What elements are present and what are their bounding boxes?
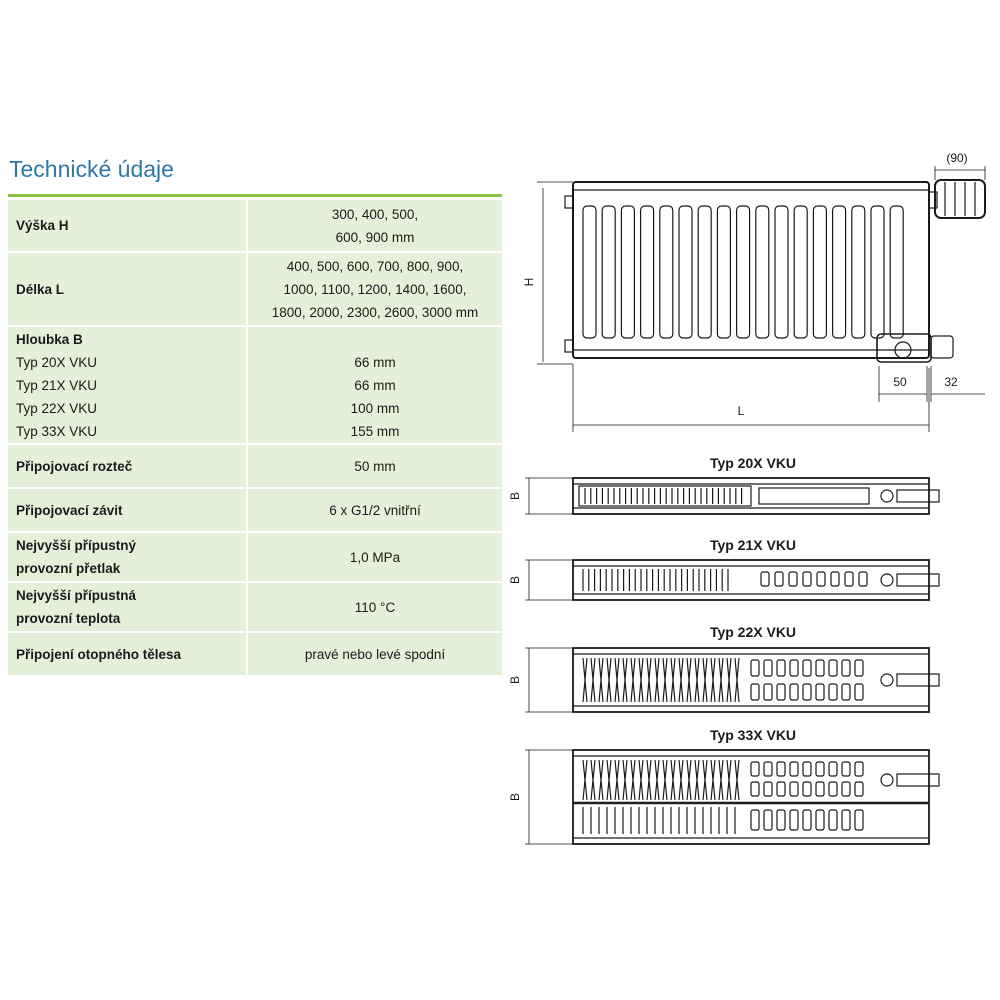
- section-20-fitting: [881, 490, 893, 502]
- length-value: [247, 252, 502, 326]
- section-22-channel: [751, 684, 759, 700]
- height-label: Výška H: [8, 200, 247, 252]
- section-33-dim-label: B: [508, 792, 522, 802]
- section-33-fitting: [881, 774, 893, 786]
- dim-50-label: 50: [893, 375, 907, 389]
- section-21-channel: [859, 572, 867, 586]
- spacing-label: Připojovací rozteč: [8, 444, 247, 488]
- section-20-title: Typ 20X VKU: [709, 455, 797, 471]
- technical-drawings: [505, 140, 995, 870]
- depth-spacer: [256, 328, 494, 351]
- depth-value: 66 mm: [354, 354, 396, 370]
- section-33-channel: [816, 810, 824, 830]
- section-33-channel: [764, 810, 772, 830]
- row-depth: [8, 326, 502, 444]
- section-22-channel: [764, 684, 772, 700]
- section-22-channel: [829, 684, 837, 700]
- thread-label: Připojovací závit: [8, 488, 247, 532]
- section-33-channel: [842, 810, 850, 830]
- dim-h-label: H: [522, 277, 536, 287]
- row-connection: [8, 632, 502, 676]
- section-33-channel: [803, 762, 811, 776]
- section-22-channel: [764, 660, 772, 676]
- depth-value: 155 mm: [350, 423, 400, 439]
- section-33-channel: [777, 782, 785, 796]
- section-22-dim-label: B: [508, 675, 522, 685]
- section-21-channel: [761, 572, 769, 586]
- section-21-channel: [789, 572, 797, 586]
- section-33-channel: [790, 782, 798, 796]
- page-title: Technické údaje: [9, 156, 174, 182]
- section-21-title: Typ 21X VKU: [709, 537, 797, 553]
- front-fin: [813, 206, 826, 338]
- connection-pipe: [931, 336, 953, 358]
- section-33-channel: [829, 762, 837, 776]
- dim-90-label: (90): [946, 151, 968, 165]
- front-fin: [602, 206, 615, 338]
- spacing-value: 50 mm: [247, 444, 502, 488]
- section-22-channel: [790, 660, 798, 676]
- row-pressure: [8, 532, 502, 582]
- front-fin: [737, 206, 750, 338]
- section-22-channel: [842, 660, 850, 676]
- length-line: 1000, 1100, 1200, 1400, 1600,: [283, 281, 467, 297]
- depth-label: [8, 326, 247, 444]
- section-22-channel: [816, 684, 824, 700]
- section-33-channel: [816, 762, 824, 776]
- section-33-channel: [855, 762, 863, 776]
- thread-value: 6 x G1/2 vnitřní: [247, 488, 502, 532]
- section-33-channel: [842, 782, 850, 796]
- section-22-channel: [751, 660, 759, 676]
- section-33-channel: [855, 782, 863, 796]
- connection-label: Připojení otopného tělesa: [8, 632, 247, 676]
- depth-value: 100 mm: [350, 400, 400, 416]
- section-33-channel: [803, 810, 811, 830]
- height-line: 600, 900 mm: [335, 229, 415, 245]
- section-33-channel: [764, 782, 772, 796]
- section-22-fins: [583, 658, 863, 702]
- pressure-label-line: provozní přetlak: [16, 561, 121, 576]
- depth-values: [247, 326, 502, 444]
- section-20-channel: [759, 488, 869, 504]
- section-22-channel: [829, 660, 837, 676]
- section-20-fins: [585, 488, 742, 504]
- thermostat-head: [935, 180, 985, 218]
- section-33-channel: [790, 762, 798, 776]
- height-line: 300, 400, 500,: [331, 206, 419, 222]
- section-21-dim-label: B: [508, 575, 522, 585]
- section-33-title: Typ 33X VKU: [709, 727, 797, 743]
- section-22-channel: [855, 660, 863, 676]
- section-21-channel: [845, 572, 853, 586]
- section-21-fins: [583, 569, 867, 591]
- section-21-channel: [803, 572, 811, 586]
- row-length: [8, 252, 502, 326]
- section-33-channel: [816, 782, 824, 796]
- section-33-channel: [751, 810, 759, 830]
- row-spacing: [8, 444, 502, 488]
- section-33-channel: [751, 782, 759, 796]
- title-rule: [8, 194, 502, 197]
- row-thread: [8, 488, 502, 532]
- dim-l-label: L: [737, 404, 745, 418]
- section-33-channel: [777, 762, 785, 776]
- section-22-channel: [816, 660, 824, 676]
- section-22-channel: [855, 684, 863, 700]
- section-33-channel: [842, 762, 850, 776]
- section-33-channel: [803, 782, 811, 796]
- section-22-channel: [803, 660, 811, 676]
- section-33-pipe: [897, 774, 939, 786]
- front-fins: [583, 206, 903, 338]
- length-label: Délka L: [8, 252, 247, 326]
- depth-type: Typ 20X VKU: [16, 354, 98, 370]
- section-22-channel: [777, 684, 785, 700]
- temperature-label-line: Nejvyšší přípustná: [16, 588, 137, 603]
- section-21-channel: [831, 572, 839, 586]
- depth-value: 66 mm: [354, 377, 396, 393]
- length-line: 400, 500, 600, 700, 800, 900,: [286, 258, 464, 274]
- pressure-label-line: Nejvyšší přípustný: [16, 538, 137, 553]
- section-21-channel: [775, 572, 783, 586]
- section-20: [525, 478, 939, 514]
- front-fin: [641, 206, 654, 338]
- spec-table: [8, 200, 502, 677]
- front-fin: [871, 206, 884, 338]
- section-22-title: Typ 22X VKU: [709, 624, 797, 640]
- section-20-dim-label: B: [508, 491, 522, 501]
- connection-value: pravé nebo levé spodní: [247, 632, 502, 676]
- front-fin: [794, 206, 807, 338]
- front-fin: [833, 206, 846, 338]
- section-22-fitting: [881, 674, 893, 686]
- section-33-channel: [764, 762, 772, 776]
- depth-type: Typ 22X VKU: [16, 400, 98, 416]
- front-fin: [852, 206, 865, 338]
- length-line: 1800, 2000, 2300, 2600, 3000 mm: [271, 304, 479, 320]
- bracket-top: [565, 196, 573, 208]
- section-33-channel: [777, 810, 785, 830]
- temperature-value: 110 °C: [247, 582, 502, 632]
- depth-heading: Hloubka B: [16, 331, 83, 347]
- section-33-channel: [751, 762, 759, 776]
- section-33-fins: [583, 760, 863, 834]
- front-fin: [621, 206, 634, 338]
- section-21-channel: [817, 572, 825, 586]
- front-fin: [679, 206, 692, 338]
- section-33-channel: [829, 810, 837, 830]
- section-20-pipe: [897, 490, 939, 502]
- front-view: [537, 166, 985, 432]
- radiator-body: [573, 182, 929, 358]
- front-fin: [890, 206, 903, 338]
- section-22-channel: [842, 684, 850, 700]
- bracket-bottom: [565, 340, 573, 352]
- front-fin: [698, 206, 711, 338]
- section-33-channel: [829, 782, 837, 796]
- front-fin: [775, 206, 788, 338]
- section-33: [525, 750, 939, 844]
- row-temperature: [8, 582, 502, 632]
- pressure-value: 1,0 MPa: [247, 532, 502, 582]
- section-22-channel: [803, 684, 811, 700]
- section-22-channel: [777, 660, 785, 676]
- dim-32-label: 32: [944, 375, 958, 389]
- temperature-label: [8, 582, 247, 632]
- row-height: [8, 200, 502, 252]
- section-21-fitting: [881, 574, 893, 586]
- depth-type: Typ 33X VKU: [16, 423, 98, 439]
- section-22-body: [573, 648, 929, 712]
- section-22: [525, 648, 939, 712]
- section-33-channel: [855, 810, 863, 830]
- section-22-pipe: [897, 674, 939, 686]
- front-fin: [660, 206, 673, 338]
- section-33-channel: [790, 810, 798, 830]
- section-21: [525, 560, 939, 600]
- temperature-label-line: provozní teplota: [16, 611, 121, 626]
- section-22-channel: [790, 684, 798, 700]
- pressure-label: [8, 532, 247, 582]
- section-21-pipe: [897, 574, 939, 586]
- front-fin: [756, 206, 769, 338]
- section-20-pack: [579, 486, 751, 506]
- front-fin: [717, 206, 730, 338]
- height-value: [247, 200, 502, 252]
- front-fin: [583, 206, 596, 338]
- depth-type: Typ 21X VKU: [16, 377, 98, 393]
